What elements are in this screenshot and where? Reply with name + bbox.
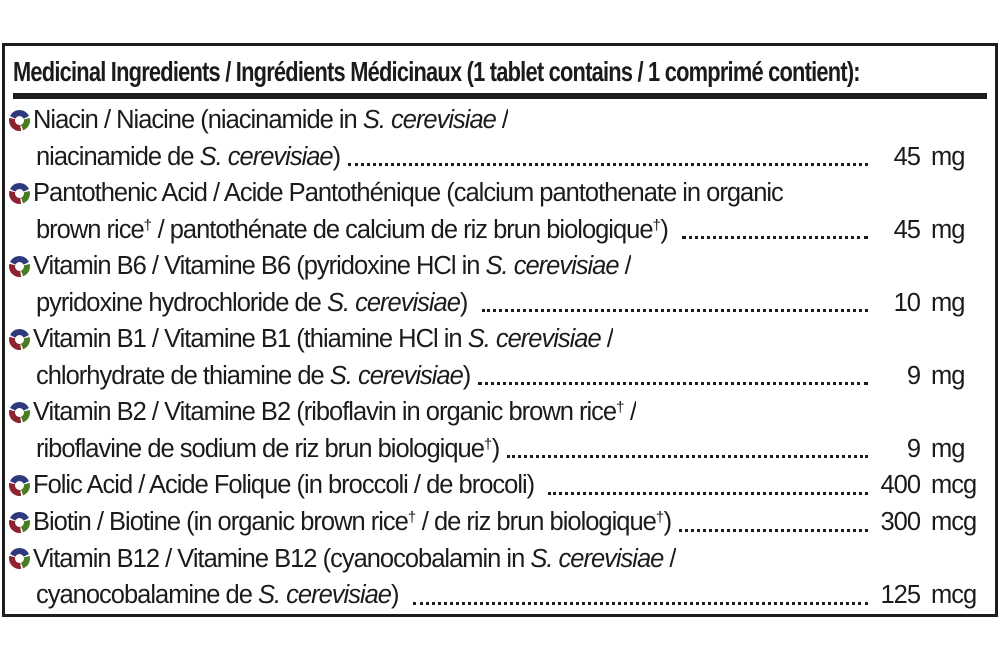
text-segment: / — [663, 544, 676, 573]
text-segment: ) — [390, 581, 405, 610]
species-name: S. cerevisiae — [485, 252, 619, 281]
text-segment: Folic Acid / Acide Folique (in broccoli / de brocoli) — [33, 471, 541, 500]
ingredient-line — [9, 577, 983, 614]
text-segment: Vitamin B6 / Vitamine B6 (pyridoxine HCl in — [33, 252, 486, 281]
brand-swirl-icon — [9, 512, 30, 533]
dot-leader — [413, 602, 868, 605]
dagger-footnote: † — [483, 435, 492, 453]
dot-leader — [507, 455, 868, 458]
text-segment: Pantothenic Acid / Acide Pantothénique (calcium pantothenate in organic — [33, 179, 783, 208]
dot-leader — [548, 492, 868, 495]
species-name: S. cerevisiae — [258, 581, 391, 610]
ingredient-text — [36, 427, 499, 468]
amount-unit: mg — [931, 142, 965, 171]
ingredient-text — [33, 102, 508, 139]
brand-swirl-icon — [9, 475, 30, 496]
ingredient-line — [9, 212, 983, 249]
amount-value: 9 — [906, 434, 920, 463]
dagger-footnote: † — [407, 509, 416, 527]
ingredient-line — [9, 431, 983, 468]
ingredients-list — [5, 102, 995, 614]
ingredient-text — [36, 208, 674, 249]
ingredient-folic-acid — [9, 467, 983, 504]
species-name: S. cerevisiae — [467, 325, 601, 354]
brand-swirl-icon — [9, 110, 30, 131]
ingredient-text — [33, 248, 631, 285]
ingredient-biotin — [9, 504, 983, 541]
text-segment: / — [495, 106, 508, 134]
text-segment: cyanocobalamine de — [36, 581, 258, 610]
text-segment: ) — [332, 142, 341, 171]
ingredient-line — [9, 139, 983, 176]
ingredient-niacin — [9, 102, 983, 175]
text-segment: / pantothénate de calcium de riz brun biologique — [151, 215, 653, 244]
amount-unit: mg — [931, 215, 965, 244]
ingredient-line — [9, 285, 983, 322]
ingredient-text — [36, 358, 470, 395]
ingredient-vitamin-b6 — [9, 248, 983, 321]
amount-unit: mcg — [931, 471, 977, 500]
dot-leader — [478, 382, 868, 385]
text-segment: / de riz brun biologique — [415, 508, 656, 537]
amount-value: 400 — [880, 471, 920, 500]
dot-leader — [682, 236, 868, 239]
ingredient-vitamin-b12 — [9, 541, 983, 614]
ingredient-text — [33, 390, 636, 431]
text-segment: Vitamin B2 / Vitamine B2 (riboflavin in organic brown rice — [33, 398, 617, 427]
species-name: S. cerevisiae — [329, 361, 463, 390]
text-segment: ) — [462, 361, 471, 390]
ingredient-vitamin-b1 — [9, 321, 983, 394]
dot-leader — [482, 309, 869, 312]
text-segment: / — [623, 398, 637, 427]
text-segment: Vitamin B1 / Vitamine B1 (thiamine HCl in — [33, 325, 468, 354]
amount-value: 125 — [880, 581, 920, 610]
amount-unit: mcg — [931, 581, 977, 610]
text-segment: niacinamide de — [36, 142, 200, 171]
ingredient-line — [9, 321, 983, 358]
ingredient-line — [9, 504, 983, 541]
dot-leader — [679, 529, 868, 532]
ingredient-text — [33, 321, 613, 358]
brand-swirl-icon — [9, 329, 30, 350]
text-segment: ) — [459, 288, 474, 317]
text-segment: Biotin / Biotine (in organic brown rice — [33, 508, 408, 537]
text-segment: Vitamin B12 / Vitamine B12 (cyanocobalamin in — [33, 544, 531, 573]
ingredient-line — [9, 102, 983, 139]
text-segment: chlorhydrate de thiamine de — [36, 361, 330, 390]
ingredient-text — [33, 541, 676, 578]
amount-unit: mg — [931, 361, 965, 390]
species-name: S. cerevisiae — [326, 288, 460, 317]
text-segment: / — [618, 252, 631, 281]
amount-value: 9 — [906, 361, 920, 390]
ingredient-text — [36, 577, 405, 614]
species-name: S. cerevisiae — [530, 544, 664, 573]
ingredient-text — [33, 175, 783, 212]
ingredient-pantothenic-acid — [9, 175, 983, 248]
text-segment: riboflavine de sodium de riz brun biologique — [36, 434, 484, 463]
panel-title-text: Medicinal Ingredients / Ingrédients Médicinaux (1 tablet contains / 1 comprimé contient): — [13, 56, 860, 87]
ingredient-line — [9, 175, 983, 212]
ingredient-text — [33, 467, 540, 504]
amount-value: 45 — [893, 142, 920, 171]
text-segment: ) — [491, 434, 500, 463]
dagger-footnote: † — [652, 216, 661, 234]
species-name: S. cerevisiae — [362, 106, 496, 134]
brand-swirl-icon — [9, 402, 30, 423]
amount-value: 10 — [893, 288, 920, 317]
dagger-footnote: † — [616, 399, 624, 417]
panel-title — [5, 46, 995, 89]
text-segment: / — [600, 325, 613, 354]
ingredient-line — [9, 358, 983, 395]
ingredient-text — [33, 500, 671, 541]
text-segment: brown rice — [36, 215, 144, 244]
text-segment: pyridoxine hydrochloride de — [36, 288, 327, 317]
ingredient-line — [9, 467, 983, 504]
ingredient-text — [36, 139, 340, 176]
medicinal-ingredients-panel — [2, 43, 998, 617]
amount-unit: mg — [931, 288, 965, 317]
ingredient-line — [9, 394, 983, 431]
brand-swirl-icon — [9, 183, 30, 204]
ingredient-line — [9, 248, 983, 285]
title-divider-rule — [13, 93, 987, 99]
amount-value: 300 — [880, 508, 920, 537]
ingredient-vitamin-b2 — [9, 394, 983, 467]
text-segment: ) — [660, 215, 674, 244]
dagger-footnote: † — [655, 509, 664, 527]
text-segment: ) — [663, 508, 672, 537]
amount-unit: mcg — [931, 508, 977, 537]
amount-value: 45 — [893, 215, 920, 244]
dot-leader — [348, 163, 868, 166]
dagger-footnote: † — [143, 216, 152, 234]
brand-swirl-icon — [9, 548, 30, 569]
ingredient-text — [36, 285, 474, 322]
brand-swirl-icon — [9, 256, 30, 277]
amount-unit: mg — [931, 434, 965, 463]
species-name: S. cerevisiae — [199, 142, 333, 171]
text-segment: Niacin / Niacine (niacinamide in — [33, 106, 363, 134]
ingredient-line — [9, 541, 983, 578]
